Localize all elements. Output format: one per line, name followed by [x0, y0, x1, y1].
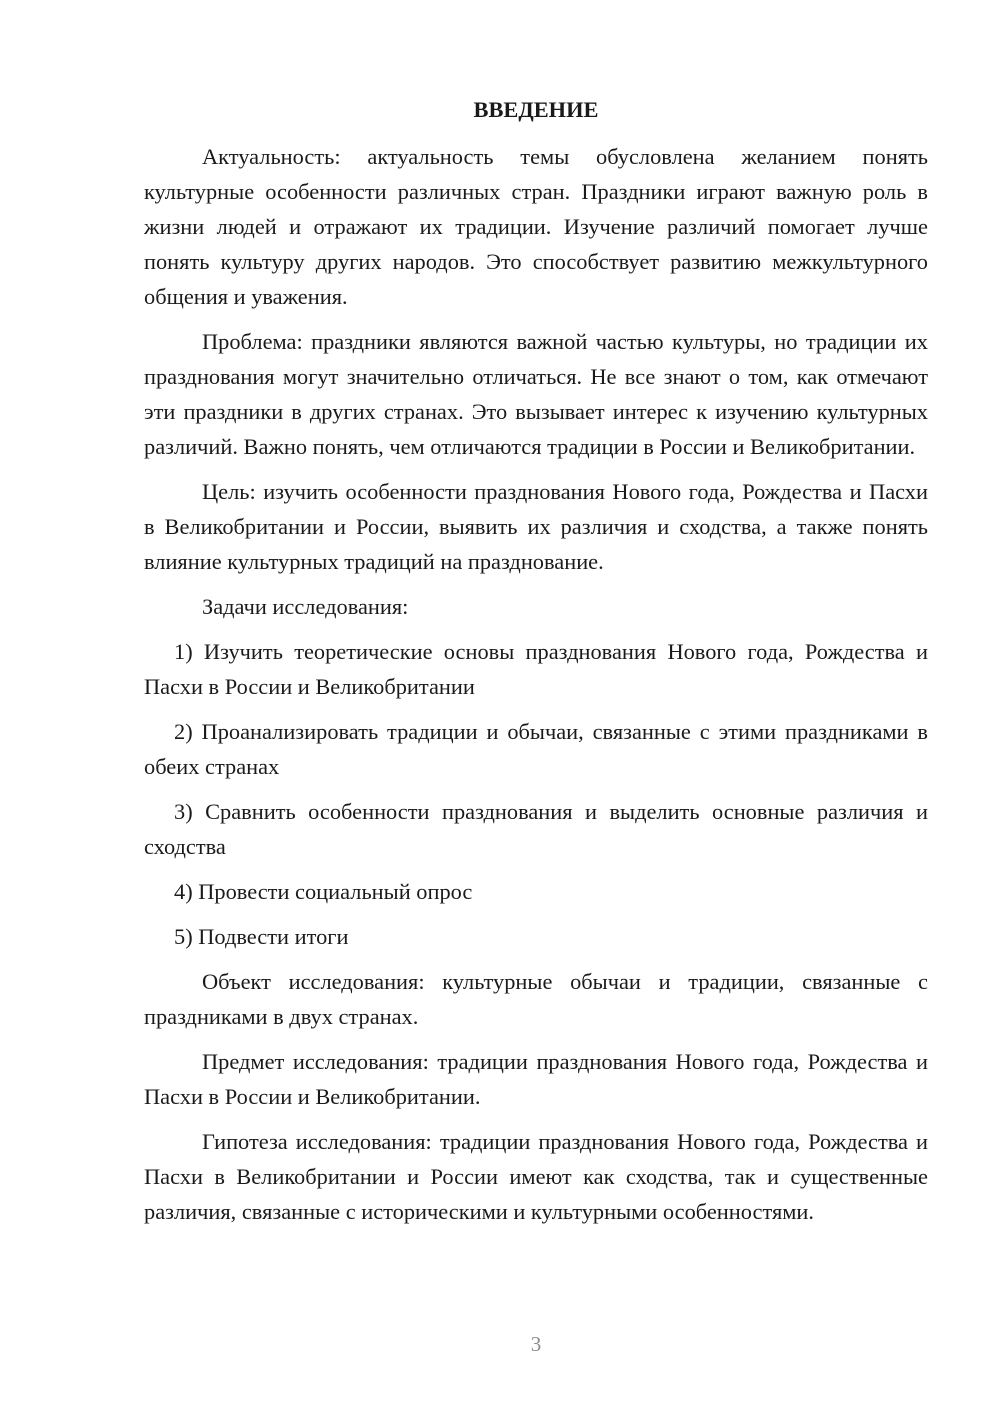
goal-paragraph: Цель: изучить особенности празднования Нового года, Рождества и Пасхи в Великобритании и России, выявить их различия и сходства, а также понять влияние культурных традиций на празднование.: [144, 479, 928, 574]
section-heading: ВВЕДЕНИЕ: [473, 97, 599, 122]
tasks-intro: Задачи исследования:: [202, 594, 409, 619]
relevance-paragraph: Актуальность: актуальность темы обусловлена желанием понять культурные особенности различных стран. Праздники играют важную роль в жизни людей и отражают их традиции. Изучение различий помогает лучше понять культуру других народов. Это способствует развитию межкультурного общения и уважения.: [144, 144, 928, 309]
object-paragraph: Объект исследования: культурные обычаи и традиции, связанные с праздниками в двух странах.: [144, 969, 928, 1029]
task-item: 1) Изучить теоретические основы празднования Нового года, Рождества и Пасхи в России и Великобритании: [144, 639, 928, 699]
task-item: 4) Провести социальный опрос: [174, 879, 473, 904]
problem-paragraph: Проблема: праздники являются важной частью культуры, но традиции их празднования могут значительно отличаться. Не все знают о том, как отмечают эти праздники в других странах. Это вызывает интерес к изучению культурных различий. Важно понять, чем отличаются традиции в России и Великобритании.: [144, 329, 928, 459]
task-item: 5) Подвести итоги: [174, 924, 349, 949]
task-item: 3) Сравнить особенности празднования и выделить основные различия и сходства: [144, 799, 928, 859]
subject-paragraph: Предмет исследования: традиции празднования Нового года, Рождества и Пасхи в России и Великобритании.: [144, 1049, 928, 1109]
hypothesis-paragraph: Гипотеза исследования: традиции празднования Нового года, Рождества и Пасхи в Великобритании и России имеют как сходства, так и существенные различия, связанные с историческими и культурными особенностями.: [144, 1129, 928, 1224]
task-item: 2) Проанализировать традиции и обычаи, связанные с этими праздниками в обеих странах: [144, 719, 928, 779]
page-number: 3: [530, 1332, 542, 1356]
document-page: [144, 95, 928, 1239]
